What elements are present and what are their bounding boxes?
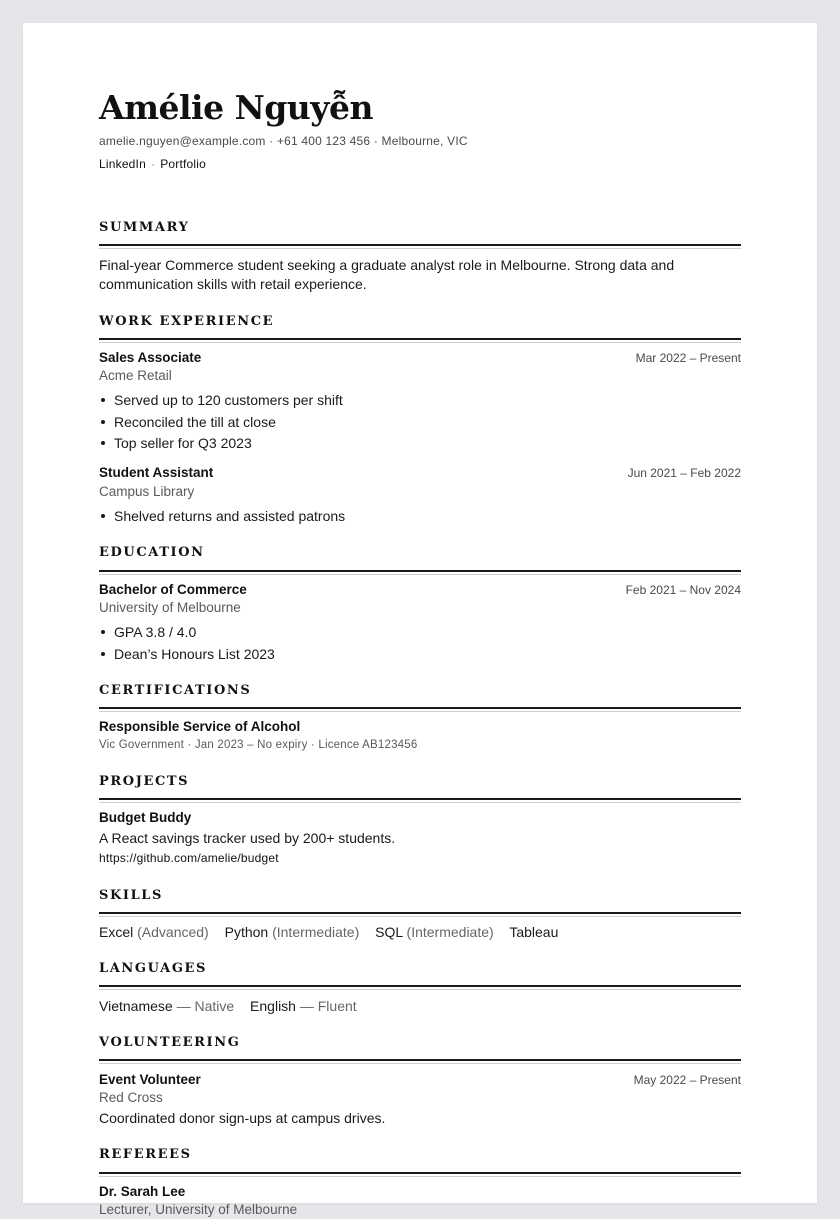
- link-separator: ·: [150, 157, 156, 171]
- referees-heading: REFEREES: [99, 1147, 192, 1162]
- skills-heading: SKILLS: [99, 888, 164, 903]
- project-url[interactable]: https://github.com/amelie/budget: [99, 851, 279, 865]
- skill-item: Python (Intermediate): [224, 924, 360, 940]
- list-item: Reconciled the till at close: [99, 413, 343, 435]
- summary-line-2: communication skills with retail experience.: [99, 276, 367, 292]
- volunteer-role: Event Volunteer: [99, 1072, 201, 1087]
- projects-heading: PROJECTS: [99, 774, 190, 789]
- certifications-heading: CERTIFICATIONS: [99, 683, 252, 698]
- work-heading: WORK EXPERIENCE: [99, 314, 275, 329]
- language-item: English — Fluent: [250, 998, 357, 1014]
- job-dates: Jun 2021 – Feb 2022: [627, 466, 741, 480]
- job-title: Student Assistant: [99, 465, 214, 480]
- certification-name: Responsible Service of Alcohol: [99, 719, 301, 734]
- referees-divider: [99, 1172, 741, 1174]
- volunteering-divider: [99, 1059, 741, 1061]
- education-heading: EDUCATION: [99, 545, 205, 560]
- job-employer: Acme Retail: [99, 368, 172, 383]
- work-divider: [99, 338, 741, 340]
- certifications-divider: [99, 707, 741, 709]
- resume-page: [23, 23, 817, 1217]
- job-bullets: [99, 507, 345, 529]
- skills-divider: [99, 912, 741, 914]
- job-title: Sales Associate: [99, 350, 202, 365]
- list-item: Dean’s Honours List 2023: [99, 645, 275, 667]
- job-bullets: [99, 391, 343, 456]
- job-dates: Mar 2022 – Present: [635, 351, 741, 365]
- education-bullets: [99, 623, 275, 666]
- summary-heading: SUMMARY: [99, 220, 190, 235]
- volunteering-heading: VOLUNTEERING: [99, 1035, 241, 1050]
- list-item: Shelved returns and assisted patrons: [99, 507, 345, 529]
- list-item: GPA 3.8 / 4.0: [99, 623, 275, 645]
- summary-divider: [99, 244, 741, 246]
- portfolio-link[interactable]: Portfolio: [160, 157, 207, 171]
- referee-name: Dr. Sarah Lee: [99, 1184, 186, 1199]
- skill-item: Tableau: [509, 924, 559, 940]
- list-item: Served up to 120 customers per shift: [99, 391, 343, 413]
- languages-heading: LANGUAGES: [99, 961, 208, 976]
- education-dates: Feb 2021 – Nov 2024: [625, 583, 741, 597]
- project-description: A React savings tracker used by 200+ students.: [99, 830, 396, 846]
- candidate-name: Amélie Nguyễn: [99, 88, 373, 127]
- job-employer: Campus Library: [99, 484, 195, 499]
- list-item: Top seller for Q3 2023: [99, 434, 343, 456]
- languages-list: [99, 997, 369, 1015]
- degree-title: Bachelor of Commerce: [99, 582, 247, 597]
- skill-item: SQL (Intermediate): [375, 924, 494, 940]
- volunteer-dates: May 2022 – Present: [633, 1073, 741, 1087]
- language-item: Vietnamese — Native: [99, 998, 235, 1014]
- skill-item: Excel (Advanced): [99, 924, 209, 940]
- profile-links: [99, 157, 206, 171]
- contact-line: amelie.nguyen@example.com · +61 400 123 456 · Melbourne, VIC: [99, 134, 468, 148]
- certification-details: Vic Government · Jan 2023 – No expiry · Licence AB123456: [99, 739, 418, 751]
- school-name: University of Melbourne: [99, 600, 241, 615]
- volunteer-org: Red Cross: [99, 1090, 163, 1105]
- project-name: Budget Buddy: [99, 810, 192, 825]
- referee-position: Lecturer, University of Melbourne: [99, 1202, 298, 1217]
- summary-line-1: Final-year Commerce student seeking a graduate analyst role in Melbourne. Strong data and: [99, 257, 675, 273]
- languages-divider: [99, 985, 741, 987]
- education-divider: [99, 570, 741, 572]
- volunteer-description: Coordinated donor sign-ups at campus drives.: [99, 1110, 386, 1126]
- skills-list: [99, 923, 570, 941]
- linkedin-link[interactable]: LinkedIn: [99, 157, 146, 171]
- projects-divider: [99, 798, 741, 800]
